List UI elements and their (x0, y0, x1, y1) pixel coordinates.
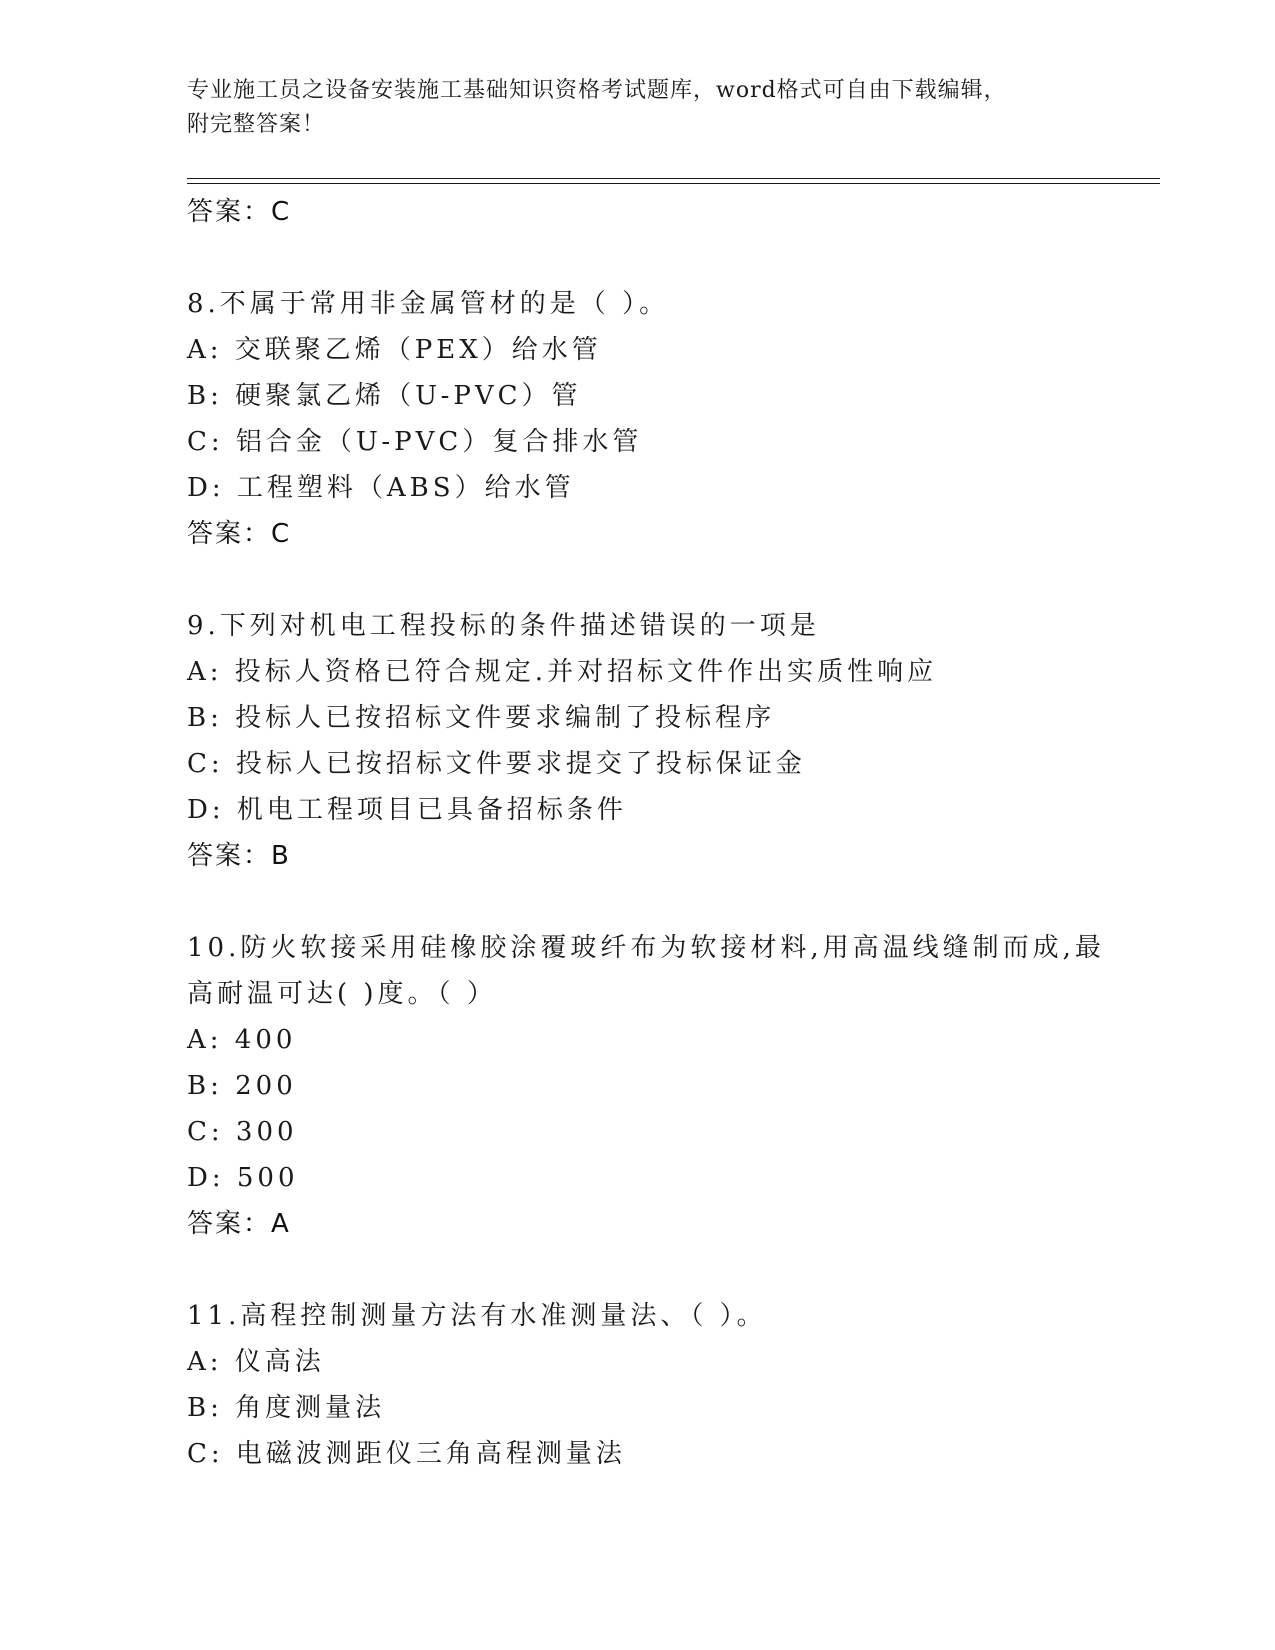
option-c: C: 投标人已按招标文件要求提交了投标保证金 (187, 749, 806, 779)
document-header (187, 74, 1067, 142)
option-a: A: 400 (187, 1025, 297, 1055)
option-b: B: 200 (187, 1071, 297, 1101)
question-title-line-1: 10.防火软接采用硅橡胶涂覆玻纤布为软接材料,用高温线缝制而成,最 (187, 933, 1105, 963)
question-title: 8.不属于常用非金属管材的是（ ）。 (187, 289, 670, 319)
option-b: B: 角度测量法 (187, 1393, 386, 1423)
option-d: D: 工程塑料（ABS）给水管 (187, 473, 575, 503)
option-a: A: 投标人资格已符合规定.并对招标文件作出实质性响应 (187, 657, 938, 687)
header-divider-top (187, 178, 1160, 179)
question-11 (187, 1293, 1087, 1477)
option-a: A: 仪高法 (187, 1347, 325, 1377)
header-divider-bottom (187, 183, 1160, 184)
question-9 (187, 603, 1087, 879)
option-a: A: 交联聚乙烯（PEX）给水管 (187, 335, 602, 365)
answer: 答案：A (187, 1209, 291, 1239)
option-d: D: 机电工程项目已具备招标条件 (187, 795, 627, 825)
answer: 答案：C (187, 519, 292, 549)
question-title-line-2: 高耐温可达( )度。（ ） (187, 979, 497, 1009)
option-c: C: 电磁波测距仪三角高程测量法 (187, 1439, 626, 1469)
answer: 答案：B (187, 841, 291, 871)
option-c: C: 铝合金（U-PVC）复合排水管 (187, 427, 643, 457)
header-line-2: 附完整答案！ (187, 112, 326, 137)
question-title: 11.高程控制测量方法有水准测量法、（ ）。 (187, 1301, 767, 1331)
option-d: D: 500 (187, 1163, 299, 1193)
option-b: B: 硬聚氯乙烯（U-PVC）管 (187, 381, 582, 411)
question-10 (187, 925, 1105, 1247)
question-list (187, 189, 1105, 1477)
header-line-1: 专业施工员之设备安装施工基础知识资格考试题库，word格式可自由下载编辑， (187, 78, 1007, 103)
previous-answer: 答案：C (187, 197, 292, 227)
option-b: B: 投标人已按招标文件要求编制了投标程序 (187, 703, 776, 733)
option-c: C: 300 (187, 1117, 298, 1147)
question-8 (187, 281, 1087, 557)
question-title: 9.下列对机电工程投标的条件描述错误的一项是 (187, 611, 820, 641)
